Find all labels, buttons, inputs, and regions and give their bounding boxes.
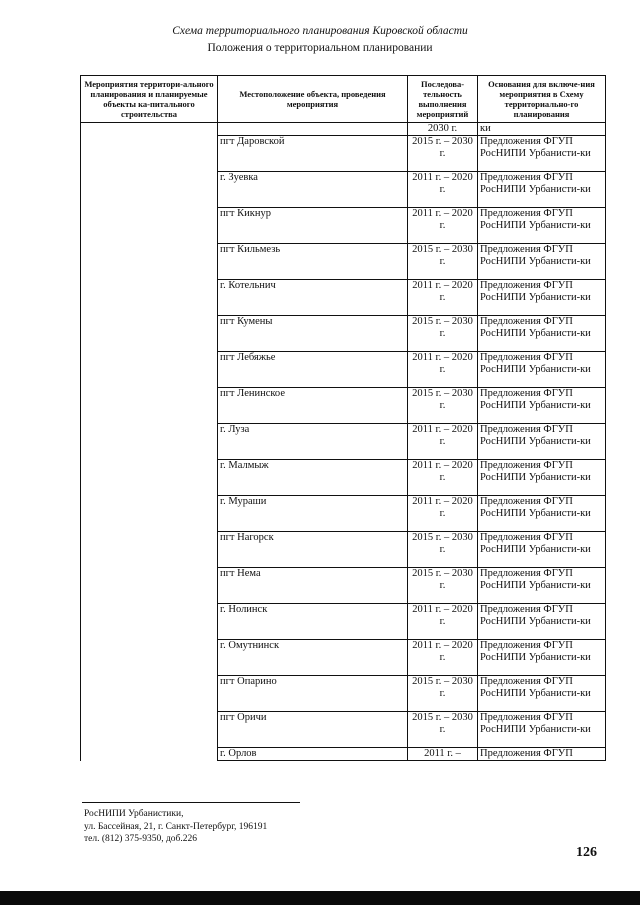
- basis-cell: Предложения ФГУП РосНИПИ Урбанисти-ки: [478, 280, 606, 316]
- measures-cell: [81, 136, 218, 172]
- footer-block: [84, 808, 267, 846]
- basis-cell: Предложения ФГУП: [478, 748, 606, 761]
- location-cell: пгт Опарино: [218, 676, 408, 712]
- table-row: [81, 424, 606, 460]
- basis-cell: Предложения ФГУП РосНИПИ Урбанисти-ки: [478, 172, 606, 208]
- document-title: Схема территориального планирования Кировской области: [172, 25, 468, 37]
- basis-cell: Предложения ФГУП РосНИПИ Урбанисти-ки: [478, 424, 606, 460]
- location-cell: пгт Ленинское: [218, 388, 408, 424]
- table-row: [81, 280, 606, 316]
- table-row: [81, 460, 606, 496]
- basis-cell: Предложения ФГУП РосНИПИ Урбанисти-ки: [478, 316, 606, 352]
- measures-cell: [81, 123, 218, 136]
- footer-divider: [82, 802, 300, 803]
- basis-cell: Предложения ФГУП РосНИПИ Урбанисти-ки: [478, 460, 606, 496]
- basis-cell: Предложения ФГУП РосНИПИ Урбанисти-ки: [478, 604, 606, 640]
- scan-edge-bar: [0, 891, 640, 905]
- table-row: [81, 640, 606, 676]
- table-row: [81, 352, 606, 388]
- location-cell: пгт Кикнур: [218, 208, 408, 244]
- basis-cell: Предложения ФГУП РосНИПИ Урбанисти-ки: [478, 712, 606, 748]
- planning-table: [80, 75, 606, 761]
- period-cell: 2015 г. – 2030 г.: [408, 568, 478, 604]
- page-number: 126: [576, 845, 597, 860]
- period-cell: 2015 г. – 2030 г.: [408, 532, 478, 568]
- period-cell: 2011 г. – 2020 г.: [408, 280, 478, 316]
- table-row: [81, 496, 606, 532]
- basis-cell: Предложения ФГУП РосНИПИ Урбанисти-ки: [478, 676, 606, 712]
- location-cell: пгт Нема: [218, 568, 408, 604]
- location-cell: пгт Нагорск: [218, 532, 408, 568]
- period-cell: 2015 г. – 2030 г.: [408, 136, 478, 172]
- period-cell: 2011 г. – 2020 г.: [408, 352, 478, 388]
- table-header-row: [81, 76, 606, 123]
- period-cell: 2030 г.: [408, 123, 478, 136]
- measures-cell: [81, 316, 218, 352]
- location-cell: г. Котельнич: [218, 280, 408, 316]
- basis-cell: Предложения ФГУП РосНИПИ Урбанисти-ки: [478, 568, 606, 604]
- measures-cell: [81, 280, 218, 316]
- basis-cell: Предложения ФГУП РосНИПИ Урбанисти-ки: [478, 532, 606, 568]
- column-header-location: Местоположение объекта, проведения мероприятия: [218, 76, 408, 123]
- table-row: [81, 568, 606, 604]
- table-row: [81, 316, 606, 352]
- location-cell: г. Луза: [218, 424, 408, 460]
- period-cell: 2015 г. – 2030 г.: [408, 676, 478, 712]
- period-cell: 2015 г. – 2030 г.: [408, 316, 478, 352]
- measures-cell: [81, 208, 218, 244]
- location-cell: г. Орлов: [218, 748, 408, 761]
- table-row: [81, 172, 606, 208]
- measures-cell: [81, 748, 218, 761]
- location-cell: г. Мураши: [218, 496, 408, 532]
- basis-cell: Предложения ФГУП РосНИПИ Урбанисти-ки: [478, 352, 606, 388]
- measures-cell: [81, 424, 218, 460]
- location-cell: г. Малмыж: [218, 460, 408, 496]
- footer-address: ул. Бассейная, 21, г. Санкт-Петербург, 196191: [84, 821, 268, 832]
- table-row: [81, 244, 606, 280]
- measures-cell: [81, 712, 218, 748]
- column-header-basis: Основания для включе-ния мероприятия в Схему территориально-го планирования: [478, 76, 606, 123]
- basis-cell: Предложения ФГУП РосНИПИ Урбанисти-ки: [478, 244, 606, 280]
- table-row: [81, 604, 606, 640]
- location-cell: пгт Оричи: [218, 712, 408, 748]
- basis-cell: Предложения ФГУП РосНИПИ Урбанисти-ки: [478, 388, 606, 424]
- period-cell: 2011 г. – 2020 г.: [408, 496, 478, 532]
- period-cell: 2015 г. – 2030 г.: [408, 712, 478, 748]
- location-cell: пгт Даровской: [218, 136, 408, 172]
- table-row: [81, 748, 606, 761]
- period-cell: 2011 г. – 2020 г.: [408, 640, 478, 676]
- table-row: [81, 123, 606, 136]
- measures-cell: [81, 388, 218, 424]
- measures-cell: [81, 172, 218, 208]
- location-cell: г. Омутнинск: [218, 640, 408, 676]
- period-cell: 2011 г. – 2020 г.: [408, 208, 478, 244]
- column-header-measures: Мероприятия территори-ального планирования и планируемые объекты ка-питального строительства: [81, 76, 218, 123]
- footer-org: РосНИПИ Урбанистики,: [84, 809, 184, 819]
- footer-phone: тел. (812) 375-9350, доб.226: [84, 834, 198, 844]
- table-row: [81, 532, 606, 568]
- period-cell: 2011 г. – 2020 г.: [408, 424, 478, 460]
- period-cell: 2011 г. – 2020 г.: [408, 172, 478, 208]
- location-cell: г. Нолинск: [218, 604, 408, 640]
- measures-cell: [81, 352, 218, 388]
- measures-cell: [81, 532, 218, 568]
- measures-cell: [81, 640, 218, 676]
- location-cell: пгт Кумены: [218, 316, 408, 352]
- period-cell: 2015 г. – 2030 г.: [408, 244, 478, 280]
- location-cell: г. Зуевка: [218, 172, 408, 208]
- basis-cell: ки: [478, 123, 606, 136]
- table-row: [81, 208, 606, 244]
- period-cell: 2011 г. –: [408, 748, 478, 761]
- measures-cell: [81, 568, 218, 604]
- table-row: [81, 136, 606, 172]
- table-row: [81, 676, 606, 712]
- basis-cell: Предложения ФГУП РосНИПИ Урбанисти-ки: [478, 208, 606, 244]
- measures-cell: [81, 604, 218, 640]
- basis-cell: Предложения ФГУП РосНИПИ Урбанисти-ки: [478, 640, 606, 676]
- measures-cell: [81, 676, 218, 712]
- document-subtitle: Положения о территориальном планировании: [207, 42, 433, 54]
- location-cell: пгт Лебяжье: [218, 352, 408, 388]
- period-cell: 2015 г. – 2030 г.: [408, 388, 478, 424]
- table-row: [81, 712, 606, 748]
- location-cell: [218, 123, 408, 136]
- column-header-period: Последова-тельность выполнения мероприятий: [408, 76, 478, 123]
- table-row: [81, 388, 606, 424]
- period-cell: 2011 г. – 2020 г.: [408, 460, 478, 496]
- period-cell: 2011 г. – 2020 г.: [408, 604, 478, 640]
- location-cell: пгт Кильмезь: [218, 244, 408, 280]
- basis-cell: Предложения ФГУП РосНИПИ Урбанисти-ки: [478, 136, 606, 172]
- measures-cell: [81, 460, 218, 496]
- basis-cell: Предложения ФГУП РосНИПИ Урбанисти-ки: [478, 496, 606, 532]
- measures-cell: [81, 496, 218, 532]
- measures-cell: [81, 244, 218, 280]
